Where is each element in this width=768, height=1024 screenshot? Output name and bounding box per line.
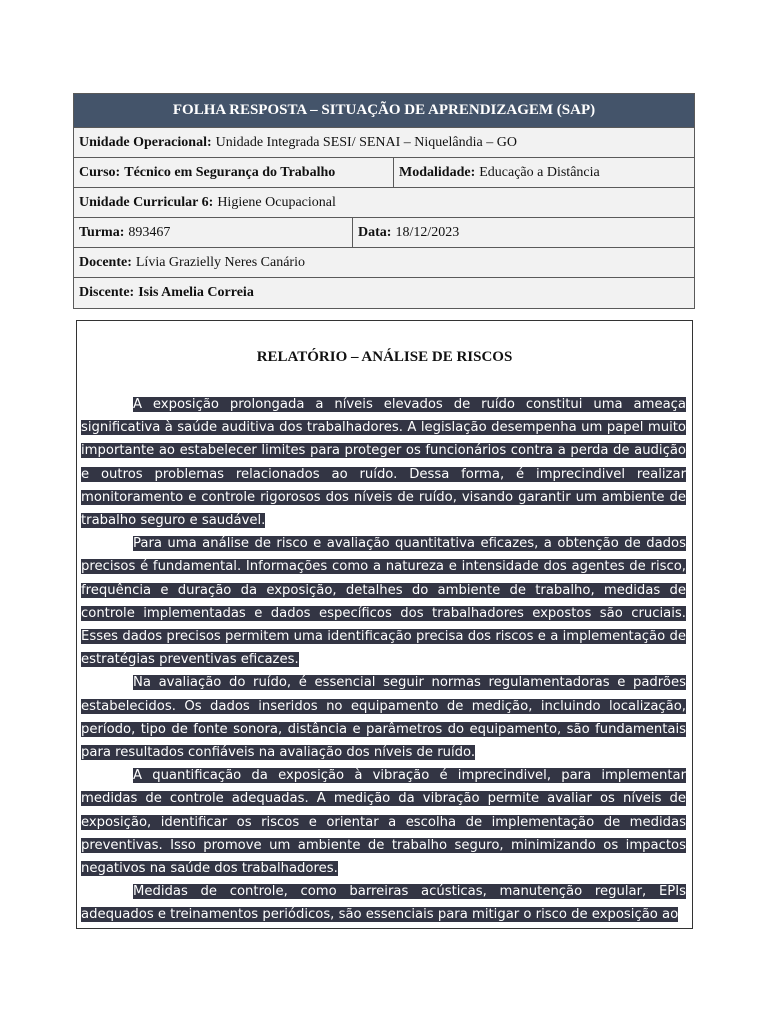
data-label: Data:: [358, 224, 392, 240]
report-body[interactable]: [81, 393, 686, 927]
turma-row: [74, 218, 694, 248]
docente-row: [74, 248, 694, 278]
data-cell: [353, 218, 694, 247]
curso-value: Técnico em Segurança do Trabalho: [124, 164, 336, 180]
selected-text[interactable]: Para uma análise de risco e avaliação quantitativa eficazes, a obtenção de dados precisos é fundamental. Informações como a natureza e intensidade dos agentes de risco, frequência e duração da exposição, detalhes do ambiente de trabalho, medidas de controle implementadas e dados específicos dos trabalhadores expostos são cruciais. Esses dados precisos permitem uma identificação precisa dos riscos e a implementação de estratégias preventivas eficazes.: [81, 536, 686, 668]
modalidade-label: Modalidade:: [399, 164, 476, 180]
selected-text[interactable]: Na avaliação do ruído, é essencial seguir normas regulamentadoras e padrões estabelecidos. Os dados inseridos no equipamento de medição, incluindo localização, período, tipo de fonte sonora, distância e parâmetros do equipamento, são fundamentais para resultados confiáveis na avaliação dos níveis de ruído.: [81, 675, 686, 761]
report-paragraph: [81, 880, 686, 926]
docente-value: Lívia Grazielly Neres Canário: [135, 254, 305, 270]
report-paragraph: [81, 393, 686, 532]
report-paragraph: [81, 671, 686, 764]
discente-cell: [74, 278, 694, 308]
turma-label: Turma:: [79, 224, 125, 240]
modalidade-value: Educação a Distância: [479, 164, 600, 180]
selected-text[interactable]: Medidas de controle, como barreiras acústicas, manutenção regular, EPIs adequados e treinamentos periódicos, são essenciais para mitigar o risco de exposição ao: [81, 884, 686, 923]
discente-label: Discente:: [79, 285, 135, 300]
unidade-curricular-cell: [74, 188, 694, 217]
selected-text[interactable]: A quantificação da exposição à vibração é imprecindivel, para implementar medidas de controle adequadas. A medição da vibração permite avaliar os níveis de exposição, identificar os riscos e orientar a escolha de implementação de medidas preventivas. Isso promove um ambiente de trabalho seguro, minimizando os impactos negativos na saúde dos trabalhadores.: [81, 768, 686, 877]
unidade-cell: [74, 128, 694, 157]
report-title: RELATÓRIO – ANÁLISE DE RISCOS: [256, 349, 513, 365]
report-paragraph: [81, 764, 686, 880]
unidade-value: Unidade Integrada SESI/ SENAI – Niquelândia – GO: [215, 134, 517, 150]
form-title-row: [74, 94, 694, 128]
docente-label: Docente:: [79, 254, 132, 270]
turma-cell: [74, 218, 353, 247]
report-paragraph: [81, 532, 686, 671]
discente-value: Isis Amelia Correia: [138, 285, 254, 300]
curso-cell: [74, 158, 394, 187]
turma-value: 893467: [128, 224, 171, 240]
unidade-curricular-row: [74, 188, 694, 218]
curso-row: [74, 158, 694, 188]
unidade-curricular-label: Unidade Curricular 6:: [79, 194, 214, 210]
header-table: [73, 93, 695, 309]
data-value: 18/12/2023: [395, 224, 460, 240]
report-box: [76, 320, 693, 929]
curso-label: Curso:: [79, 164, 121, 180]
unidade-curricular-value: Higiene Ocupacional: [217, 194, 336, 210]
discente-row: [74, 278, 694, 308]
form-title: FOLHA RESPOSTA – SITUAÇÃO DE APRENDIZAGEM (SAP): [172, 102, 596, 118]
unidade-label: Unidade Operacional:: [79, 134, 212, 150]
selected-text[interactable]: A exposição prolongada a níveis elevados de ruído constitui uma ameaça significativa à saúde auditiva dos trabalhadores. A legislação desempenha um papel muito importante ao estabelecer limites para proteger os funcionários contra a perda de audição e outros problemas relacionados ao ruído. Dessa forma, é imprecindivel realizar monitoramento e controle rigorosos dos níveis de ruído, visando garantir um ambiente de trabalho seguro e saudável.: [81, 397, 686, 529]
unidade-row: [74, 128, 694, 158]
modalidade-cell: [394, 158, 694, 187]
docente-cell: [74, 248, 694, 277]
